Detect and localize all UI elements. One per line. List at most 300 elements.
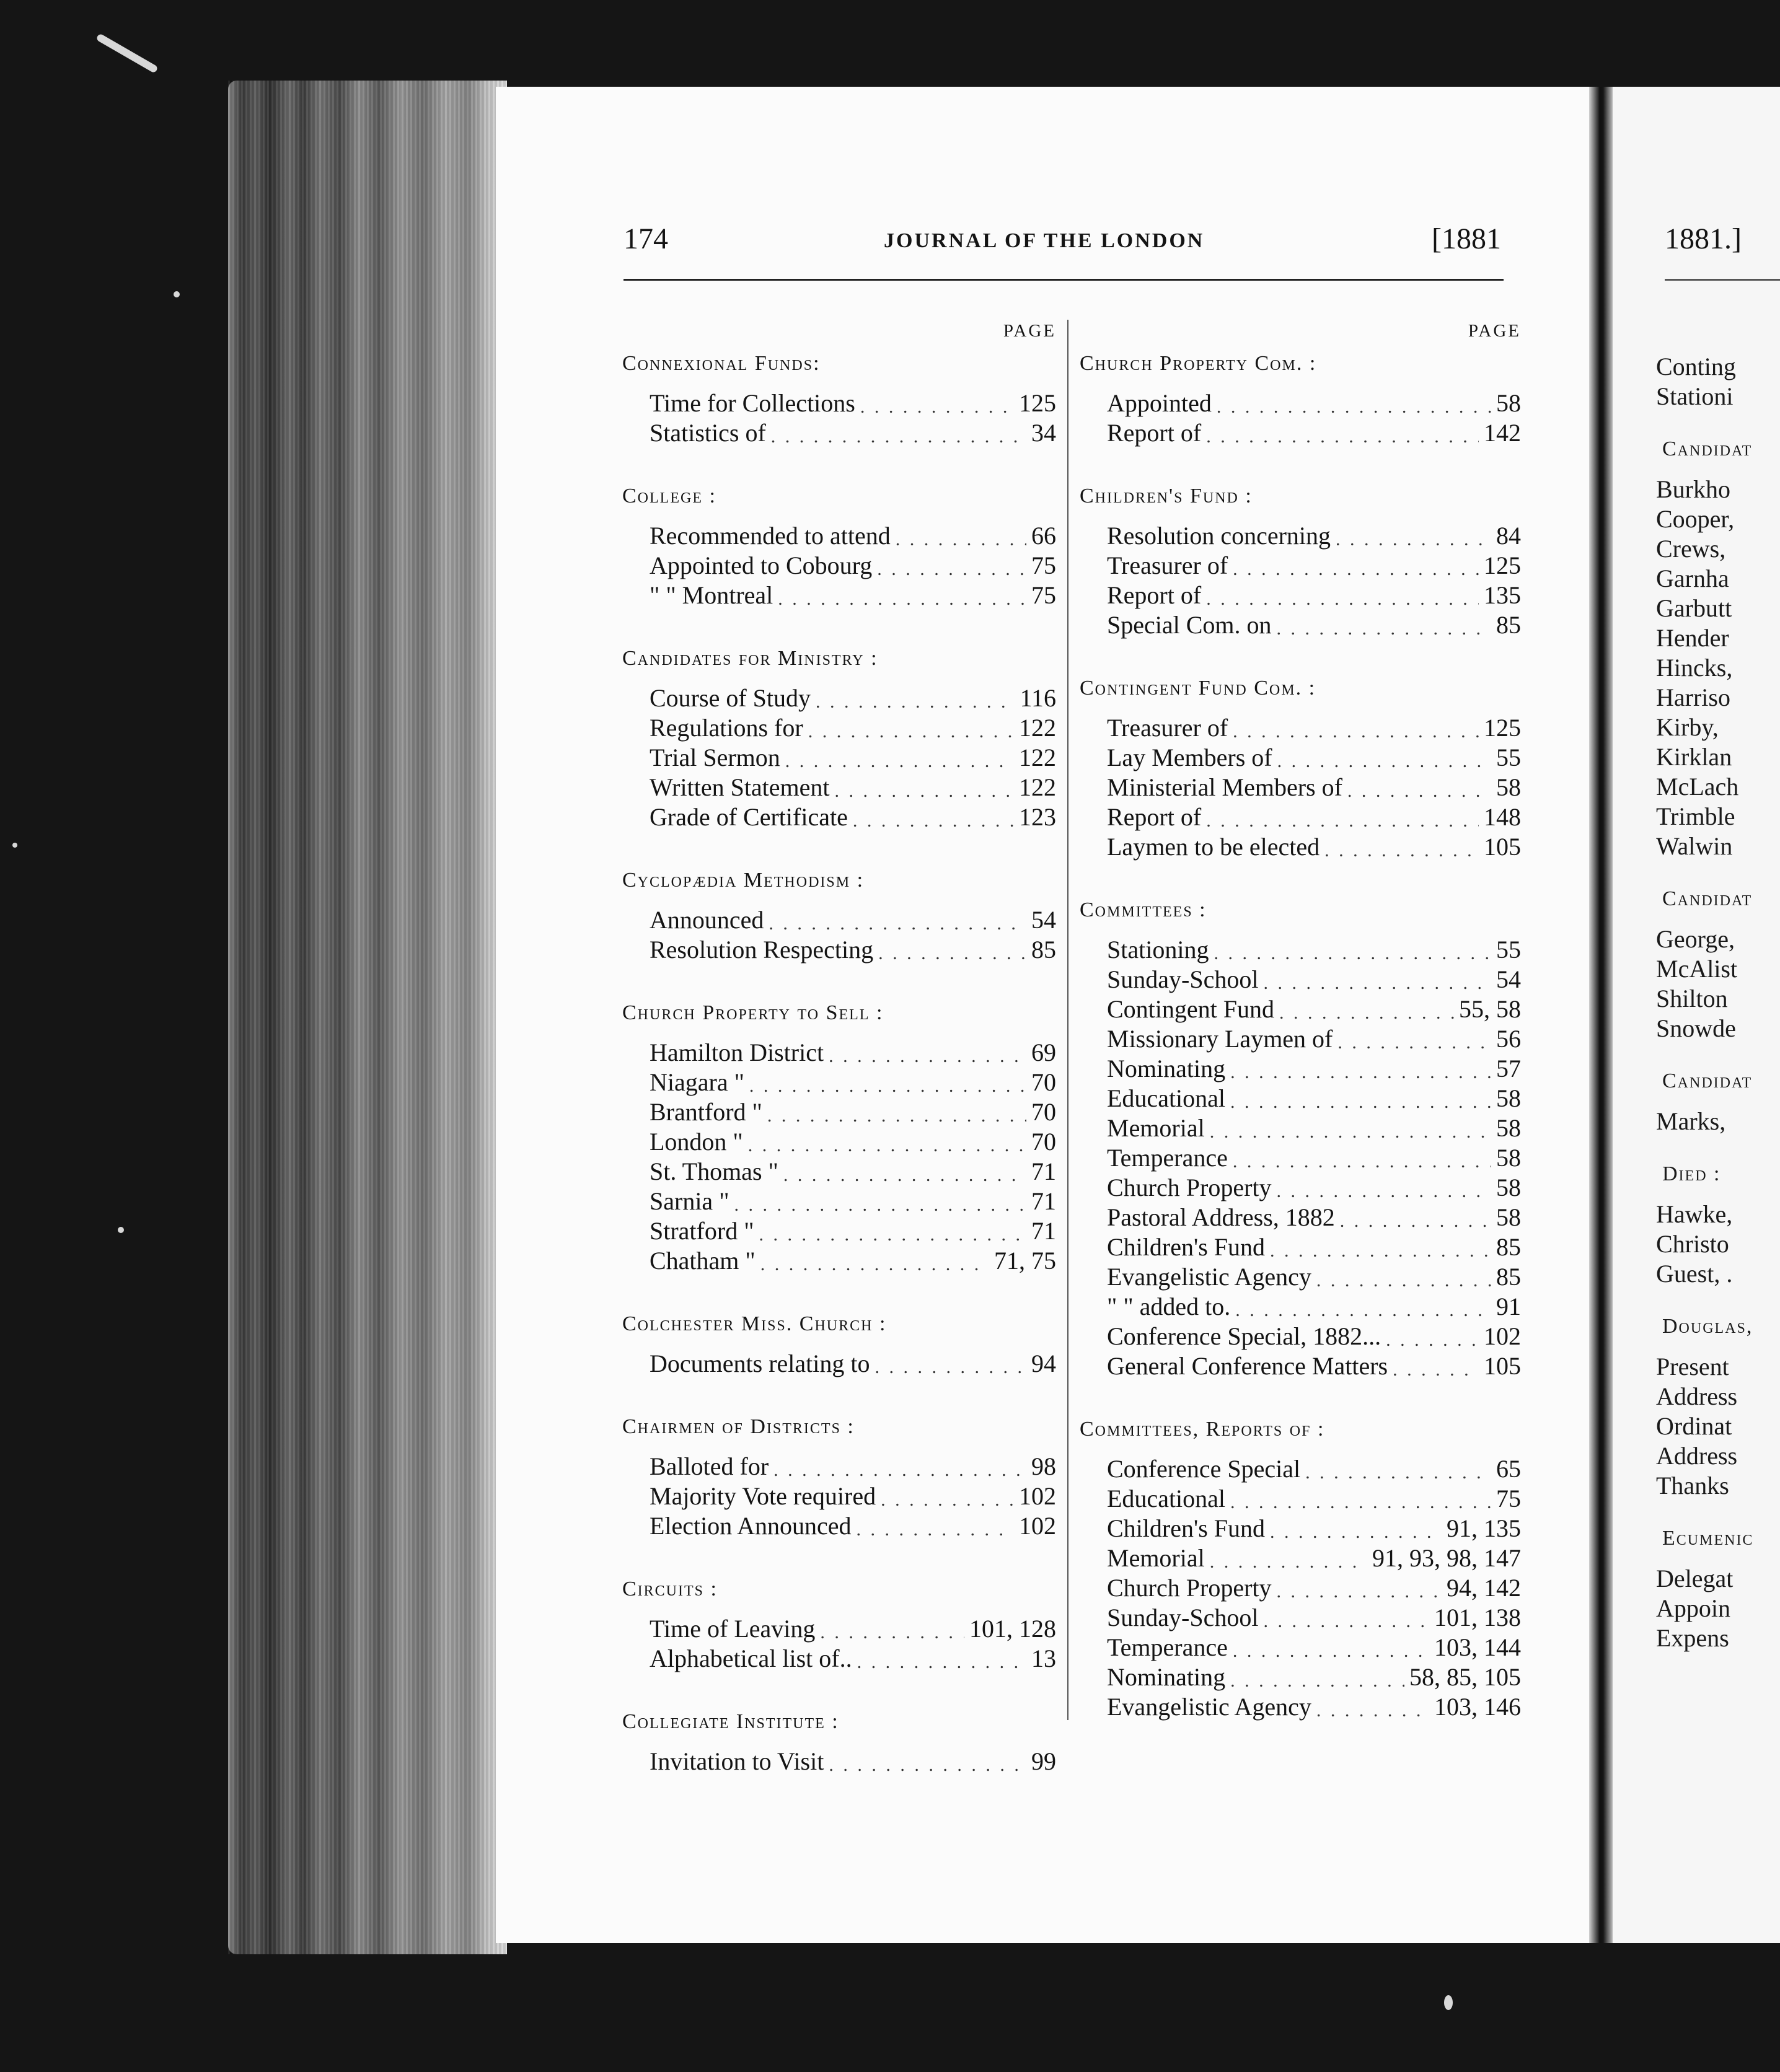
entry-page: 99 (1031, 1747, 1056, 1775)
entry-page: 54 (1031, 906, 1056, 934)
entry-label: Statistics of (650, 419, 766, 447)
entry-page: 135 (1484, 581, 1521, 609)
entry-page: 122 (1019, 744, 1056, 771)
dot-leader (1340, 1211, 1491, 1232)
index-entry (1080, 1024, 1521, 1053)
header-rule (623, 279, 1504, 281)
dot-leader (1206, 810, 1479, 832)
dot-leader (1324, 840, 1479, 861)
dot-leader (1305, 1462, 1491, 1483)
facing-heading: Candidat (1662, 1069, 1753, 1092)
entry-label: Church Property (1107, 1174, 1272, 1201)
entry-page: 122 (1019, 773, 1056, 801)
index-entry (622, 1126, 1056, 1156)
entry-page: 34 (1031, 419, 1056, 447)
index-entry (1080, 1692, 1521, 1721)
dot-leader (785, 751, 1014, 772)
entry-label: Report of (1107, 803, 1202, 831)
entry-label: Grade of Certificate (650, 803, 848, 831)
section-heading: Church Property to Sell : (622, 1001, 884, 1024)
index-entry (622, 1511, 1056, 1540)
entry-label: Missionary Laymen of (1107, 1025, 1333, 1053)
entry-label: Resolution concerning (1107, 522, 1331, 550)
index-entry (622, 1245, 1056, 1275)
dot-leader (771, 426, 1026, 447)
entry-page: 85 (1031, 936, 1056, 964)
entry-label: Documents relating to (650, 1350, 870, 1377)
entry-label: Appointed to Cobourg (650, 551, 873, 579)
facing-heading: Candidat (1662, 437, 1753, 460)
entry-label: Evangelistic Agency (1107, 1263, 1311, 1291)
index-entry (1080, 1632, 1521, 1662)
entry-page: 55, 58 (1459, 995, 1521, 1023)
entry-label: " " Montreal (650, 581, 773, 609)
dot-leader (860, 397, 1014, 418)
dot-leader (808, 721, 1014, 742)
entry-page: 70 (1031, 1128, 1056, 1156)
facing-entry: Present (1656, 1353, 1729, 1381)
index-entry (622, 772, 1056, 802)
dot-leader (1235, 1300, 1491, 1321)
dot-leader (1393, 1359, 1479, 1381)
entry-page: 55 (1496, 936, 1521, 964)
facing-page-year: 1881.] (1665, 222, 1742, 255)
index-section (622, 1706, 1056, 1776)
entry-page: 94 (1031, 1350, 1056, 1377)
facing-entry: McLach (1656, 773, 1739, 801)
entry-label: Ministerial Members of (1107, 773, 1342, 801)
entry-label: Sunday-School (1107, 1604, 1259, 1631)
dot-leader (1210, 1122, 1491, 1143)
dot-leader (1233, 559, 1479, 580)
dot-leader (1206, 426, 1479, 447)
facing-heading: Died : (1662, 1162, 1721, 1185)
dot-leader (1230, 1092, 1491, 1113)
entry-label: Treasurer of (1107, 551, 1228, 579)
index-entry (1080, 1483, 1521, 1513)
dot-leader (1270, 1240, 1491, 1262)
dot-leader (1277, 751, 1491, 772)
entry-page: 66 (1031, 522, 1056, 550)
section-heading: Cyclopædia Methodism : (622, 869, 865, 892)
dot-leader (773, 1460, 1026, 1481)
dot-leader (829, 1046, 1026, 1067)
dot-leader (820, 1622, 964, 1643)
dot-leader (1210, 1552, 1367, 1573)
running-title: JOURNAL OF THE LONDON (884, 229, 1205, 252)
entry-page: 58 (1496, 1114, 1521, 1142)
index-section (622, 481, 1056, 610)
facing-entry: Guest, . (1656, 1260, 1733, 1288)
facing-entry: Trimble (1656, 802, 1735, 830)
entry-page: 58 (1496, 773, 1521, 801)
index-entry (622, 905, 1056, 934)
entry-page: 91, 135 (1447, 1514, 1521, 1542)
dot-leader (783, 1165, 1026, 1186)
index-entry (622, 550, 1056, 580)
dot-leader (1263, 973, 1491, 994)
running-header (623, 222, 1504, 265)
dot-leader (1230, 1062, 1491, 1083)
entry-label: Hamilton District (650, 1038, 824, 1066)
dot-leader (1386, 1330, 1479, 1351)
index-entry (1080, 1291, 1521, 1321)
entry-label: Memorial (1107, 1544, 1205, 1572)
dot-leader (877, 559, 1026, 580)
facing-entry: McAlist (1656, 955, 1738, 983)
facing-entry: Delegat (1656, 1565, 1734, 1592)
index-entry (1080, 388, 1521, 418)
dot-leader (853, 810, 1014, 832)
entry-label: Sunday-School (1107, 965, 1259, 993)
scan-dust (174, 291, 180, 297)
facing-entry: Appoin (1656, 1594, 1730, 1622)
dot-leader (1263, 1611, 1429, 1632)
index-entry (1080, 1351, 1521, 1381)
page-column-label: PAGE (1003, 321, 1056, 341)
index-entry (1080, 713, 1521, 742)
section-heading: Colchester Miss. Church : (622, 1312, 887, 1335)
sections-right (1080, 348, 1521, 1721)
entry-page: 70 (1031, 1068, 1056, 1096)
entry-label: Conference Special, 1882... (1107, 1322, 1381, 1350)
facing-heading: Ecumenic (1662, 1527, 1754, 1550)
index-section (622, 998, 1056, 1275)
entry-page: 70 (1031, 1098, 1056, 1126)
dot-leader (760, 1254, 989, 1275)
entry-page: 116 (1020, 684, 1056, 712)
facing-entry: Address (1656, 1382, 1738, 1410)
index-entry (622, 1216, 1056, 1245)
entry-page: 84 (1496, 522, 1521, 550)
index-entry (622, 1481, 1056, 1511)
facing-header-rule (1665, 279, 1780, 281)
entry-page: 58 (1496, 1084, 1521, 1112)
dot-leader (1270, 1522, 1442, 1543)
entry-page: 102 (1019, 1512, 1056, 1540)
entry-page: 91 (1496, 1293, 1521, 1320)
entry-page: 102 (1484, 1322, 1521, 1350)
entry-page: 103, 144 (1434, 1633, 1521, 1661)
dot-leader (1230, 1492, 1491, 1513)
entry-label: Temperance (1107, 1633, 1228, 1661)
dot-leader (857, 1652, 1026, 1673)
dot-leader (1316, 1270, 1491, 1291)
entry-page: 58 (1496, 1174, 1521, 1201)
index-entry (622, 683, 1056, 713)
entry-label: Children's Fund (1107, 1233, 1265, 1261)
entry-label: General Conference Matters (1107, 1352, 1388, 1380)
entry-label: Time for Collections (650, 389, 855, 417)
entry-label: Election Announced (650, 1512, 852, 1540)
index-entry (622, 934, 1056, 964)
facing-entry: Marks, (1656, 1107, 1726, 1135)
facing-entry: Harriso (1656, 683, 1730, 711)
page-number: 174 (623, 222, 668, 255)
facing-entry: Expens (1656, 1624, 1729, 1652)
dot-leader (1277, 618, 1491, 639)
index-entry (1080, 1602, 1521, 1632)
entry-label: Alphabetical list of.. (650, 1644, 852, 1672)
dot-leader (1206, 589, 1479, 610)
entry-label: Contingent Fund (1107, 995, 1275, 1023)
dot-leader (835, 781, 1014, 802)
index-entry (1080, 1232, 1521, 1262)
dot-leader (1279, 1003, 1454, 1024)
index-entry (1080, 1662, 1521, 1692)
facing-entry: Address (1656, 1442, 1738, 1470)
entry-label: Stratford " (650, 1217, 754, 1245)
entry-label: Course of Study (650, 684, 811, 712)
dot-leader (1336, 529, 1491, 550)
entry-label: Conference Special (1107, 1455, 1301, 1483)
entry-label: Invitation to Visit (650, 1747, 824, 1775)
facing-entry: Shilton (1656, 985, 1728, 1012)
entry-page: 71, 75 (994, 1247, 1056, 1275)
index-entry (1080, 772, 1521, 802)
index-entry (1080, 964, 1521, 994)
entry-label: Memorial (1107, 1114, 1205, 1142)
section-heading: Connexional Funds: (622, 352, 821, 375)
dot-leader (767, 1105, 1026, 1126)
dot-leader (896, 529, 1026, 550)
index-entry (1080, 802, 1521, 832)
entry-label: Regulations for (650, 714, 803, 742)
entry-page: 85 (1496, 611, 1521, 639)
entry-label: " " added to. (1107, 1293, 1231, 1320)
entry-label: Pastoral Address, 1882 (1107, 1203, 1335, 1231)
index-entry (1080, 934, 1521, 964)
section-heading: Candidates for Ministry : (622, 647, 878, 670)
entry-label: Children's Fund (1107, 1514, 1265, 1542)
entry-page: 102 (1019, 1482, 1056, 1510)
facing-entry: Hincks, (1656, 654, 1733, 682)
index-entry (1080, 994, 1521, 1024)
scan-dust (1444, 1995, 1453, 2010)
entry-label: Appointed (1107, 389, 1212, 417)
index-section (622, 643, 1056, 832)
dot-leader (1337, 1032, 1491, 1053)
entry-page: 125 (1484, 714, 1521, 742)
index-entry (622, 580, 1056, 610)
dot-leader (748, 1135, 1026, 1156)
entry-page: 94, 142 (1447, 1574, 1521, 1602)
entry-page: 85 (1496, 1263, 1521, 1291)
entry-page: 103, 146 (1434, 1693, 1521, 1721)
index-entry (1080, 1053, 1521, 1083)
index-section (622, 1411, 1056, 1540)
entry-label: Niagara " (650, 1068, 744, 1096)
dot-leader (1277, 1581, 1442, 1602)
dot-leader (875, 1357, 1026, 1378)
index-entry (622, 388, 1056, 418)
sections-left (622, 348, 1056, 1776)
entry-page: 54 (1496, 965, 1521, 993)
index-entry (622, 1156, 1056, 1186)
index-entry (622, 520, 1056, 550)
facing-entry: Garbutt (1656, 594, 1732, 622)
entry-page: 105 (1484, 833, 1521, 861)
dot-leader (1347, 781, 1491, 802)
entry-page: 75 (1031, 551, 1056, 579)
facing-entry: Ordinat (1656, 1412, 1732, 1440)
entry-label: Laymen to be elected (1107, 833, 1320, 861)
facing-heading: Candidat (1662, 887, 1753, 910)
index-entry (1080, 610, 1521, 639)
index-entry (1080, 550, 1521, 580)
entry-label: Church Property (1107, 1574, 1272, 1602)
index-column-left (622, 321, 1056, 1809)
index-section (1080, 1414, 1521, 1721)
dot-leader (1233, 1151, 1491, 1172)
dot-leader (1277, 1181, 1491, 1202)
entry-label: Temperance (1107, 1144, 1228, 1172)
dot-leader (1316, 1700, 1429, 1721)
entry-label: Time of Leaving (650, 1615, 816, 1643)
index-entry (1080, 1202, 1521, 1232)
section-heading: Children's Fund : (1080, 485, 1253, 507)
index-entry (1080, 1083, 1521, 1113)
entry-label: Sarnia " (650, 1187, 729, 1215)
section-heading: Contingent Fund Com. : (1080, 677, 1316, 700)
entry-label: Stationing (1107, 936, 1209, 964)
scan-dust (12, 843, 17, 848)
book-gutter (1589, 87, 1613, 1943)
entry-page: 148 (1484, 803, 1521, 831)
entry-label: Nominating (1107, 1663, 1226, 1691)
dot-leader (856, 1519, 1014, 1540)
entry-page: 69 (1031, 1038, 1056, 1066)
facing-entry: George, (1656, 925, 1735, 953)
entry-label: Announced (650, 906, 764, 934)
section-heading: Collegiate Institute : (622, 1710, 839, 1733)
entry-page: 71 (1031, 1157, 1056, 1185)
dot-leader (816, 691, 1015, 713)
section-heading: Committees, Reports of : (1080, 1418, 1325, 1441)
dot-leader (734, 1195, 1026, 1216)
index-entry (1080, 1113, 1521, 1143)
section-heading: Circuits : (622, 1578, 718, 1600)
facing-entry: Garnha (1656, 564, 1729, 592)
entry-label: Written Statement (650, 773, 830, 801)
entry-label: Report of (1107, 581, 1202, 609)
index-entry (1080, 580, 1521, 610)
dot-leader (1233, 1641, 1429, 1662)
header-year: [1881 (1432, 222, 1501, 255)
index-entry (1080, 1143, 1521, 1172)
entry-page: 98 (1031, 1452, 1056, 1480)
entry-label: St. Thomas " (650, 1157, 778, 1185)
entry-page: 142 (1484, 419, 1521, 447)
index-entry (622, 1037, 1056, 1067)
entry-page: 125 (1019, 389, 1056, 417)
index-entry (1080, 418, 1521, 447)
entry-label: Chatham " (650, 1247, 756, 1275)
entry-label: Lay Members of (1107, 744, 1272, 771)
section-heading: Committees : (1080, 898, 1207, 921)
entry-page: 58, 85, 105 (1409, 1663, 1521, 1691)
index-entry (622, 742, 1056, 772)
entry-label: Report of (1107, 419, 1202, 447)
index-entry (622, 1097, 1056, 1126)
index-entry (1080, 1262, 1521, 1291)
facing-entry: Snowde (1656, 1014, 1736, 1042)
dot-leader (878, 943, 1026, 964)
dot-leader (749, 1076, 1026, 1097)
scan-mark (95, 33, 158, 73)
index-entry (1080, 742, 1521, 772)
index-section (1080, 481, 1521, 639)
index-entry (1080, 1573, 1521, 1602)
index-entry (1080, 1454, 1521, 1483)
section-heading: College : (622, 485, 716, 507)
page-column-label: PAGE (1468, 321, 1521, 341)
dot-leader (1233, 721, 1479, 742)
entry-label: London " (650, 1128, 743, 1156)
entry-label: Trial Sermon (650, 744, 780, 771)
column-divider (1067, 320, 1068, 1720)
entry-page: 55 (1496, 744, 1521, 771)
entry-page: 91, 93, 98, 147 (1372, 1544, 1521, 1572)
entry-label: Resolution Respecting (650, 936, 874, 964)
entry-label: Special Com. on (1107, 611, 1272, 639)
entry-page: 57 (1496, 1055, 1521, 1082)
facing-entry: Cooper, (1656, 505, 1735, 533)
index-entry (1080, 520, 1521, 550)
facing-entry: Conting (1656, 353, 1736, 380)
dot-leader (769, 913, 1026, 934)
entry-page: 13 (1031, 1644, 1056, 1672)
entry-label: Balloted for (650, 1452, 769, 1480)
index-section (622, 1574, 1056, 1673)
facing-entry: Christo (1656, 1230, 1729, 1258)
entry-page: 58 (1496, 1144, 1521, 1172)
entry-page: 58 (1496, 1203, 1521, 1231)
index-entry (622, 418, 1056, 447)
index-section (1080, 895, 1521, 1381)
facing-entry: Walwin (1656, 832, 1733, 860)
facing-entry: Kirklan (1656, 743, 1732, 771)
entry-label: Nominating (1107, 1055, 1226, 1082)
index-column-right (1080, 321, 1521, 1755)
dot-leader (1214, 943, 1491, 964)
scan-dust (118, 1227, 124, 1233)
entry-page: 71 (1031, 1217, 1056, 1245)
entry-page: 75 (1031, 581, 1056, 609)
entry-page: 71 (1031, 1187, 1056, 1215)
entry-page: 123 (1019, 803, 1056, 831)
index-entry (1080, 1321, 1521, 1351)
entry-label: Majority Vote required (650, 1482, 876, 1510)
index-entry (622, 1746, 1056, 1776)
facing-entry: Hawke, (1656, 1200, 1733, 1228)
facing-entry: Stationi (1656, 382, 1734, 410)
index-section (1080, 673, 1521, 861)
facing-entry: Thanks (1656, 1472, 1729, 1499)
index-entry (622, 1348, 1056, 1378)
dot-leader (778, 589, 1026, 610)
section-heading: Church Property Com. : (1080, 352, 1317, 375)
entry-page: 56 (1496, 1025, 1521, 1053)
entry-page: 85 (1496, 1233, 1521, 1261)
entry-page: 75 (1496, 1485, 1521, 1512)
index-entry (622, 1067, 1056, 1097)
facing-heading: Douglas, (1662, 1315, 1753, 1338)
dot-leader (1230, 1670, 1404, 1692)
index-entry (1080, 832, 1521, 861)
facing-entry: Kirby, (1656, 713, 1719, 741)
facing-entry: Burkho (1656, 475, 1730, 503)
